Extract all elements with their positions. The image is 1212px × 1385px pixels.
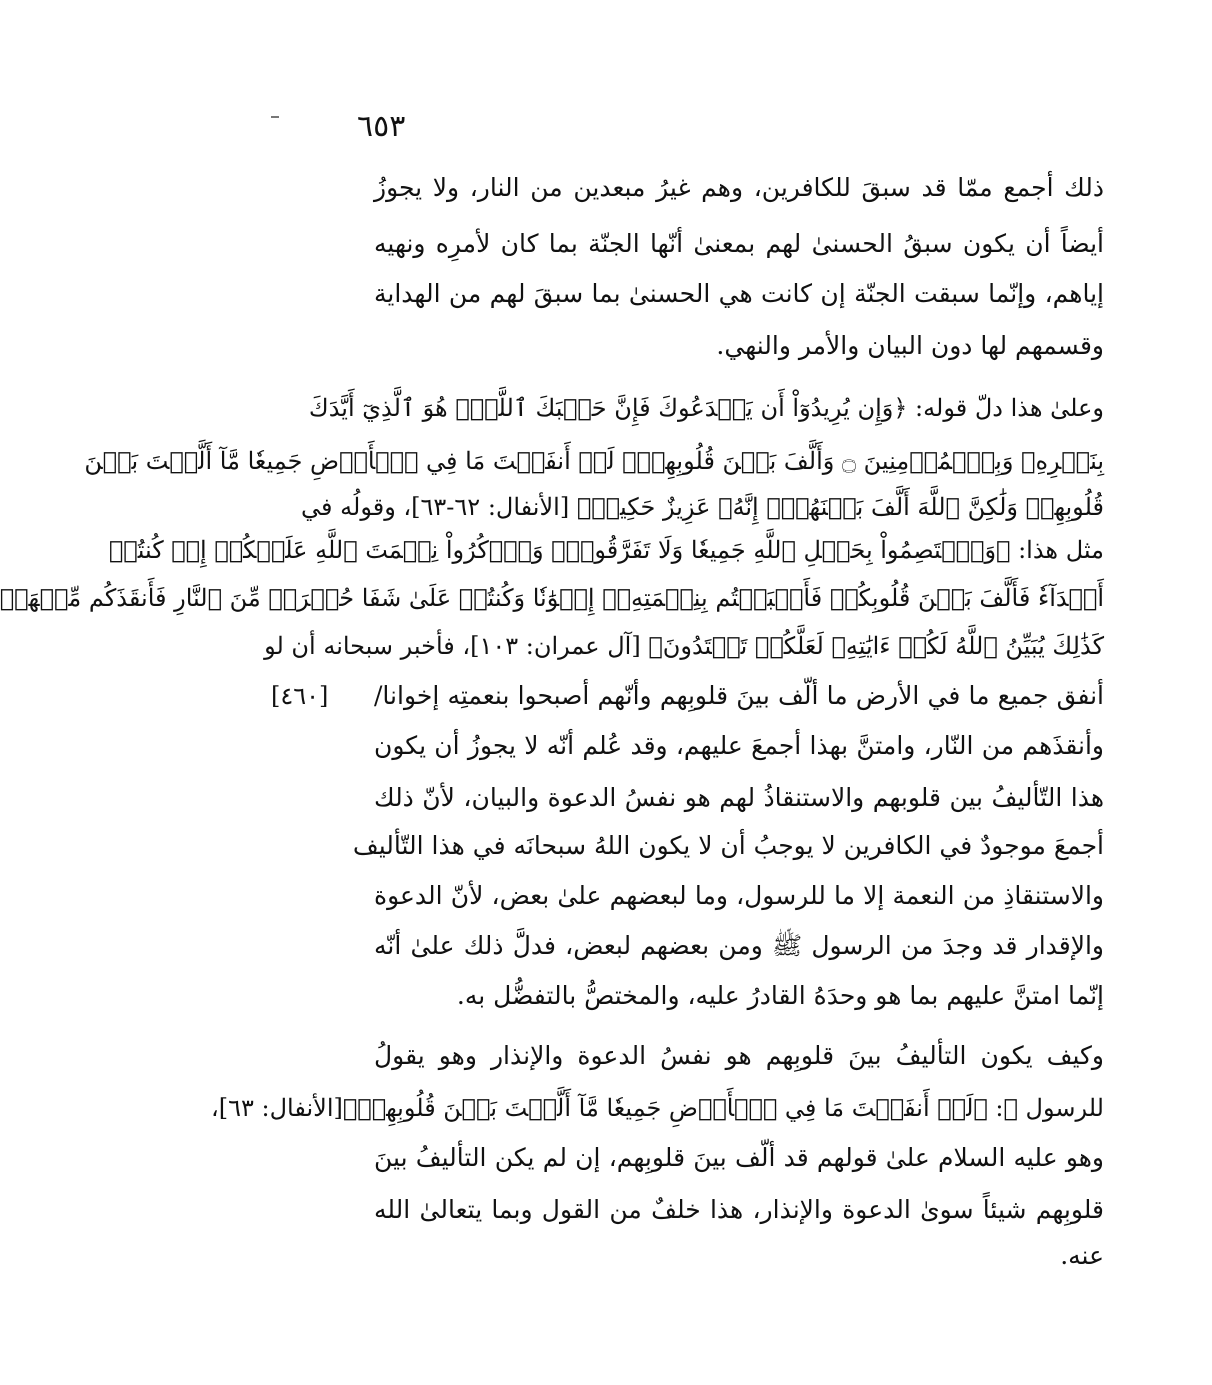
text-line: وهو عليه السلام علىٰ قولهم قد ألّف بينَ قلوبِهم، إن لم يكن التأليفُ بينَ xyxy=(374,1143,1104,1172)
page-number: ٦٥٣ xyxy=(357,109,406,144)
text-line: أَعۡدَآءٗ فَأَلَّفَ بَيۡنَ قُلُوبِكُمۡ فَأَصۡبَحۡتُم بِنِعۡمَتِهِۦٓ إِخۡوَٰنٗا وَكُنتُمۡ عَلَىٰ شَفَا حُفۡرَةٖ مِّنَ ٱلنَّارِ فَأَنقَذَكُم مِّنۡهَاۗ xyxy=(0,584,1104,612)
page-reference-marker: [٤٦٠] xyxy=(271,682,329,710)
text-line: أجمعَ موجودٌ في الكافرين لا يوجبُ أن لا يكون اللهُ سبحانَه في هذا التّأليف xyxy=(352,831,1104,860)
text-line: وعلىٰ هذا دلّ قوله: ﴿وَإِن يُرِيدُوٓاْ أَن يَخۡدَعُوكَ فَإِنَّ حَسۡبَكَ ٱللَّهُۚ هُوَ ٱلَّذِيٓ أَيَّدَكَ xyxy=(308,394,1104,422)
text-line: قُلُوبِهِمۡ وَلَٰكِنَّ ٱللَّهَ أَلَّفَ بَيۡنَهُمۡۚ إِنَّهُۥ عَزِيزٌ حَكِيمٞ﴾ [الأنفال: ٦٢-٦٣]، وقولُه في xyxy=(301,493,1104,521)
text-line: وقسمهم لها دون البيان والأمر والنهي. xyxy=(716,331,1104,360)
text-line: هذا التّأليفُ بين قلوبهم والاستنقاذُ لهم هو نفسُ الدعوة والبيان، لأنّ ذلك xyxy=(374,783,1104,812)
text-line: والاستنقاذِ من النعمة إلا ما للرسول، وما لبعضهم علىٰ بعض، لأنّ الدعوة xyxy=(374,881,1104,910)
margin-mark xyxy=(271,116,279,118)
text-line: أيضاً أن يكون سبقُ الحسنىٰ لهم بمعنىٰ أنّها الجنّة بما كان لأمرِه ونهيه xyxy=(374,229,1104,258)
text-line: عنه. xyxy=(1060,1241,1104,1270)
text-line: مثل هذا: ﴿وَٱعۡتَصِمُواْ بِحَبۡلِ ٱللَّهِ جَمِيعٗا وَلَا تَفَرَّقُواْۚ وَٱذۡكُرُواْ نِعۡمَتَ ٱللَّهِ عَلَيۡكُمۡ إِذۡ كُنتُمۡ xyxy=(108,536,1104,564)
text-line: ذلك أجمع ممّا قد سبقَ للكافرين، وهم غيرُ مبعدين من النار، ولا يجوزُ xyxy=(374,173,1104,202)
text-line: إياهم، وإنّما سبقت الجنّة إن كانت هي الحسنىٰ بما سبقَ لهم من الهداية xyxy=(374,279,1104,308)
text-line: إنّما امتنَّ عليهم بما هو وحدَهُ القادرُ عليه، والمختصُّ بالتفضُّل به. xyxy=(456,981,1104,1010)
text-line: بِنَصۡرِهِۦ وَبِٱلۡمُؤۡمِنِينَ ۝ وَأَلَّفَ بَيۡنَ قُلُوبِهِمۡۚ لَوۡ أَنفَقۡتَ مَا فِي ٱلۡأَرۡضِ جَمِيعٗا مَّآ أَلَّفۡتَ بَيۡنَ xyxy=(84,447,1104,475)
text-line: والإقدار قد وجدَ من الرسول ﷺ ومن بعضهم لبعض، فدلَّ ذلك علىٰ أنّه xyxy=(374,931,1104,960)
text-line: كَذَٰلِكَ يُبَيِّنُ ٱللَّهُ لَكُمۡ ءَايَٰتِهِۦ لَعَلَّكُمۡ تَهۡتَدُونَ﴾ [آل عمران: ١٠٣]، فأخبر سبحانه أن لو xyxy=(264,632,1104,660)
text-line: للرسول ﷺ: ﴿لَوۡ أَنفَقۡتَ مَا فِي ٱلۡأَرۡضِ جَمِيعٗا مَّآ أَلَّفۡتَ بَيۡنَ قُلُوبِهِمۡ﴾[الأنفال: ٦٣]، xyxy=(211,1094,1104,1122)
text-line: قلوبِهم شيئاً سوىٰ الدعوة والإنذار، هذا خلفٌ من القول وبما يتعالىٰ الله xyxy=(374,1195,1104,1224)
text-line: وكيف يكون التأليفُ بينَ قلوبِهم هو نفسُ الدعوة والإنذار وهو يقولُ xyxy=(374,1041,1104,1070)
text-line: أنفق جميع ما في الأرض ما ألّف بينَ قلوبِهم وأنّهم أصبحوا بنعمتِه إخوانا/ xyxy=(374,681,1104,710)
text-line: وأنقذَهم من النّار، وامتنَّ بهذا أجمعَ عليهم، وقد عُلم أنّه لا يجوزُ أن يكون xyxy=(374,731,1104,760)
